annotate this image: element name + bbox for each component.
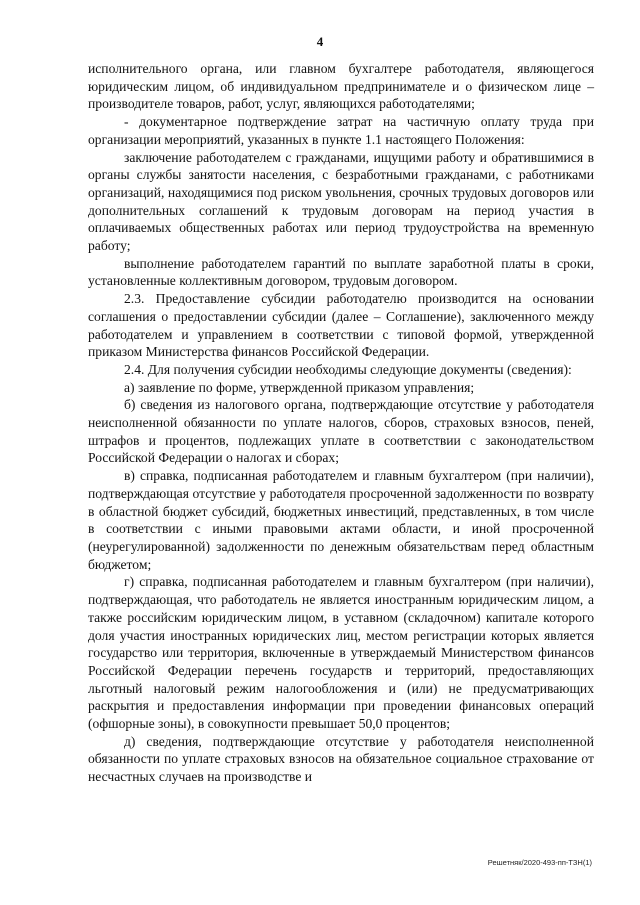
page-number: 4	[316, 34, 324, 49]
paragraph: выполнение работодателем гарантий по выплате заработной платы в сроки, установленные коллективным договором, трудовым договором.	[88, 255, 594, 289]
document-body	[88, 60, 594, 786]
paragraph: д) сведения, подтверждающие отсутствие у работодателя неисполненной обязанности по уплате страховых взносов на обязательное социальное страхование от несчастных случаев на производстве и	[88, 733, 594, 785]
paragraph: - документарное подтверждение затрат на частичную оплату труда при организации мероприятий, указанных в пункте 1.1 настоящего Положения:	[88, 114, 594, 147]
paragraph: 2.3. Предоставление субсидии работодателю производится на основании соглашения о предоставлении субсидии (далее – Соглашение), заключенного между работодателем и управлением в соответствии с типовой формой, утвержденной приказом Министерства финансов Российской Федерации.	[88, 291, 594, 360]
paragraph: исполнительного органа, или главном бухгалтере работодателя, являющегося юридическим лицом, об индивидуальном предпринимателе и о физическом лице – производителе товаров, работ, услуг, являющихся работодателями;	[88, 61, 594, 112]
paragraph: заключение работодателем с гражданами, ищущими работу и обратившимися в органы службы занятости населения, с безработными гражданами, с работниками организаций, находящимися под риском увольнения, срочных трудовых договоров или дополнительных соглашений к трудовым договорам на период участия в оплачиваемых общественных работах или период трудоустройства на временную работу;	[88, 149, 594, 254]
paragraph: 2.4. Для получения субсидии необходимы следующие документы (сведения):	[124, 361, 572, 377]
paragraph: г) справка, подписанная работодателем и главным бухгалтером (при наличии), подтверждающая, что работодатель не является иностранным юридическим лицом, а также российским юридическим лицом, в уставном (складочном) капитале которого доля участия иностранных юридических лиц, местом регистрации которых является государство или территория, включенные в утверждаемый Министерством финансов Российской Федерации перечень государств и территорий, предоставляющих льготный налоговый режим налогообложения и (или) не предусматривающих раскрытия и предоставления информации при проведении финансовых операций (офшорные зоны), в совокупности превышает 50,0 процентов;	[88, 574, 594, 732]
paragraph: в) справка, подписанная работодателем и главным бухгалтером (при наличии), подтверждающая отсутствие у работодателя просроченной задолженности по возврату в областной бюджет субсидий, бюджетных инвестиций, представленных, в том числе в соответствии с иными правовыми актами области, и иной просроченной (неурегулированной) задолженности по денежным обязательствам перед областным бюджетом;	[88, 468, 594, 572]
document-reference-footer: Решетняк/2020-493-пп-ТЗН(1)	[487, 858, 592, 867]
paragraph: б) сведения из налогового органа, подтверждающие отсутствие у работодателя неисполненной обязанности по уплате налогов, сборов, страховых взносов, пеней, штрафов и процентов, подлежащих уплате в соответствии с законодательством Российской Федерации о налогах и сборах;	[88, 397, 594, 466]
paragraph: а) заявление по форме, утвержденной приказом управления;	[124, 379, 475, 395]
